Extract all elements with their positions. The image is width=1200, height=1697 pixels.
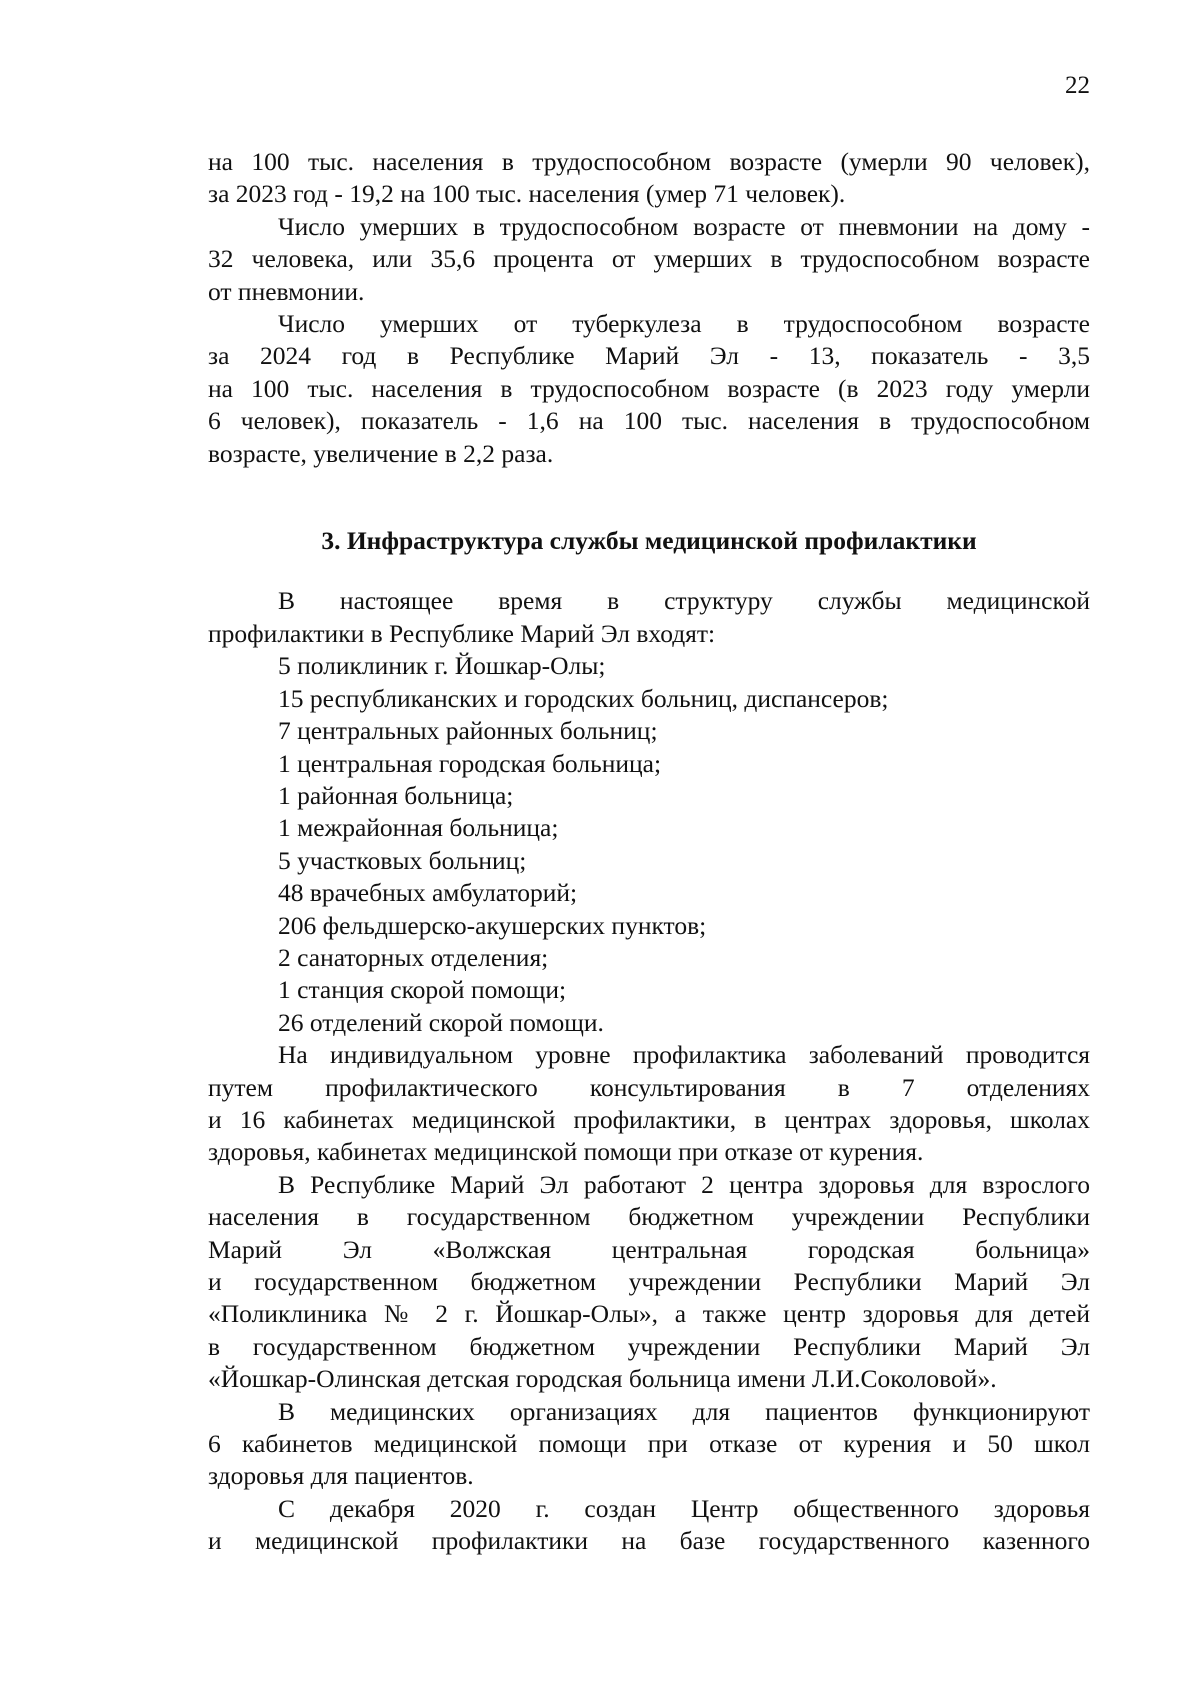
text-line: на 100 тыс. населения в трудоспособном возрасте (в 2023 году умерли xyxy=(208,373,1090,403)
text-line: здоровья, кабинетах медицинской помощи при отказе от курения. xyxy=(208,1137,924,1167)
list-item: 2 санаторных отделения; xyxy=(278,942,549,972)
section-heading: 3. Инфраструктура службы медицинской профилактики xyxy=(321,526,977,556)
text-line: 32 человека, или 35,6 процента от умерших в трудоспособном возрасте xyxy=(208,244,1090,274)
text-line: Число умерших от туберкулеза в трудоспособном возрасте xyxy=(278,309,1090,339)
page-number: 22 xyxy=(1065,72,1090,99)
text-line: за 2023 год - 19,2 на 100 тыс. населения (умер 71 человек). xyxy=(208,179,846,209)
list-item: 5 поликлиник г. Йошкар-Олы; xyxy=(278,651,606,681)
list-item: 5 участковых больниц; xyxy=(278,845,527,875)
text-line: В настоящее время в структуру службы медицинской xyxy=(278,586,1090,616)
list-item: 1 межрайонная больница; xyxy=(278,813,559,843)
list-item: 26 отделений скорой помощи. xyxy=(278,1007,604,1037)
text-line: Число умерших в трудоспособном возрасте от пневмонии на дому - xyxy=(278,211,1090,241)
text-line: населения в государственном бюджетном учреждении Республики xyxy=(208,1202,1090,1232)
text-line: и 16 кабинетах медицинской профилактики, в центрах здоровья, школах xyxy=(208,1104,1090,1134)
text-line: 6 человек), показатель - 1,6 на 100 тыс. населения в трудоспособном xyxy=(208,406,1090,436)
text-line: и государственном бюджетном учреждении Республики Марий Эл xyxy=(208,1267,1090,1296)
text-line: «Поликлиника № 2 г. Йошкар-Олы», а также центр здоровья для детей xyxy=(208,1299,1090,1329)
document-body xyxy=(208,146,1090,1558)
text-line: С декабря 2020 г. создан Центр общественного здоровья xyxy=(278,1493,1090,1523)
list-item: 1 центральная городская больница; xyxy=(278,748,662,778)
text-line: путем профилактического консультирования в 7 отделениях xyxy=(208,1072,1090,1102)
text-line: и медицинской профилактики на базе государственного казенного xyxy=(208,1526,1090,1556)
text-line: профилактики в Республике Марий Эл входят: xyxy=(208,618,716,648)
list-item: 1 районная больница; xyxy=(278,780,514,810)
text-line: за 2024 год в Республике Марий Эл - 13, показатель - 3,5 xyxy=(208,341,1090,371)
text-line: В медицинских организациях для пациентов функционируют xyxy=(278,1396,1090,1426)
text-line: 6 кабинетов медицинской помощи при отказе от курения и 50 школ xyxy=(208,1429,1090,1459)
text-line: на 100 тыс. населения в трудоспособном возрасте (умерли 90 человек), xyxy=(208,147,1090,176)
text-line: На индивидуальном уровне профилактика заболеваний проводится xyxy=(278,1040,1090,1070)
text-line: Марий Эл «Волжская центральная городская больница» xyxy=(208,1234,1090,1264)
text-line: от пневмонии. xyxy=(208,276,365,306)
list-item: 15 республиканских и городских больниц, диспансеров; xyxy=(278,683,889,713)
list-item: 7 центральных районных больниц; xyxy=(278,716,658,746)
text-line: «Йошкар-Олинская детская городская больница имени Л.И.Соколовой». xyxy=(208,1364,997,1394)
text-line: здоровья для пациентов. xyxy=(208,1461,474,1491)
text-line: возрасте, увеличение в 2,2 раза. xyxy=(208,438,554,468)
list-item: 48 врачебных амбулаторий; xyxy=(278,878,578,908)
list-item: 1 станция скорой помощи; xyxy=(278,975,567,1005)
text-line: в государственном бюджетном учреждении Республики Марий Эл xyxy=(208,1331,1090,1361)
text-line: В Республике Марий Эл работают 2 центра здоровья для взрослого xyxy=(278,1169,1090,1199)
list-item: 206 фельдшерско-акушерских пунктов; xyxy=(278,910,707,940)
